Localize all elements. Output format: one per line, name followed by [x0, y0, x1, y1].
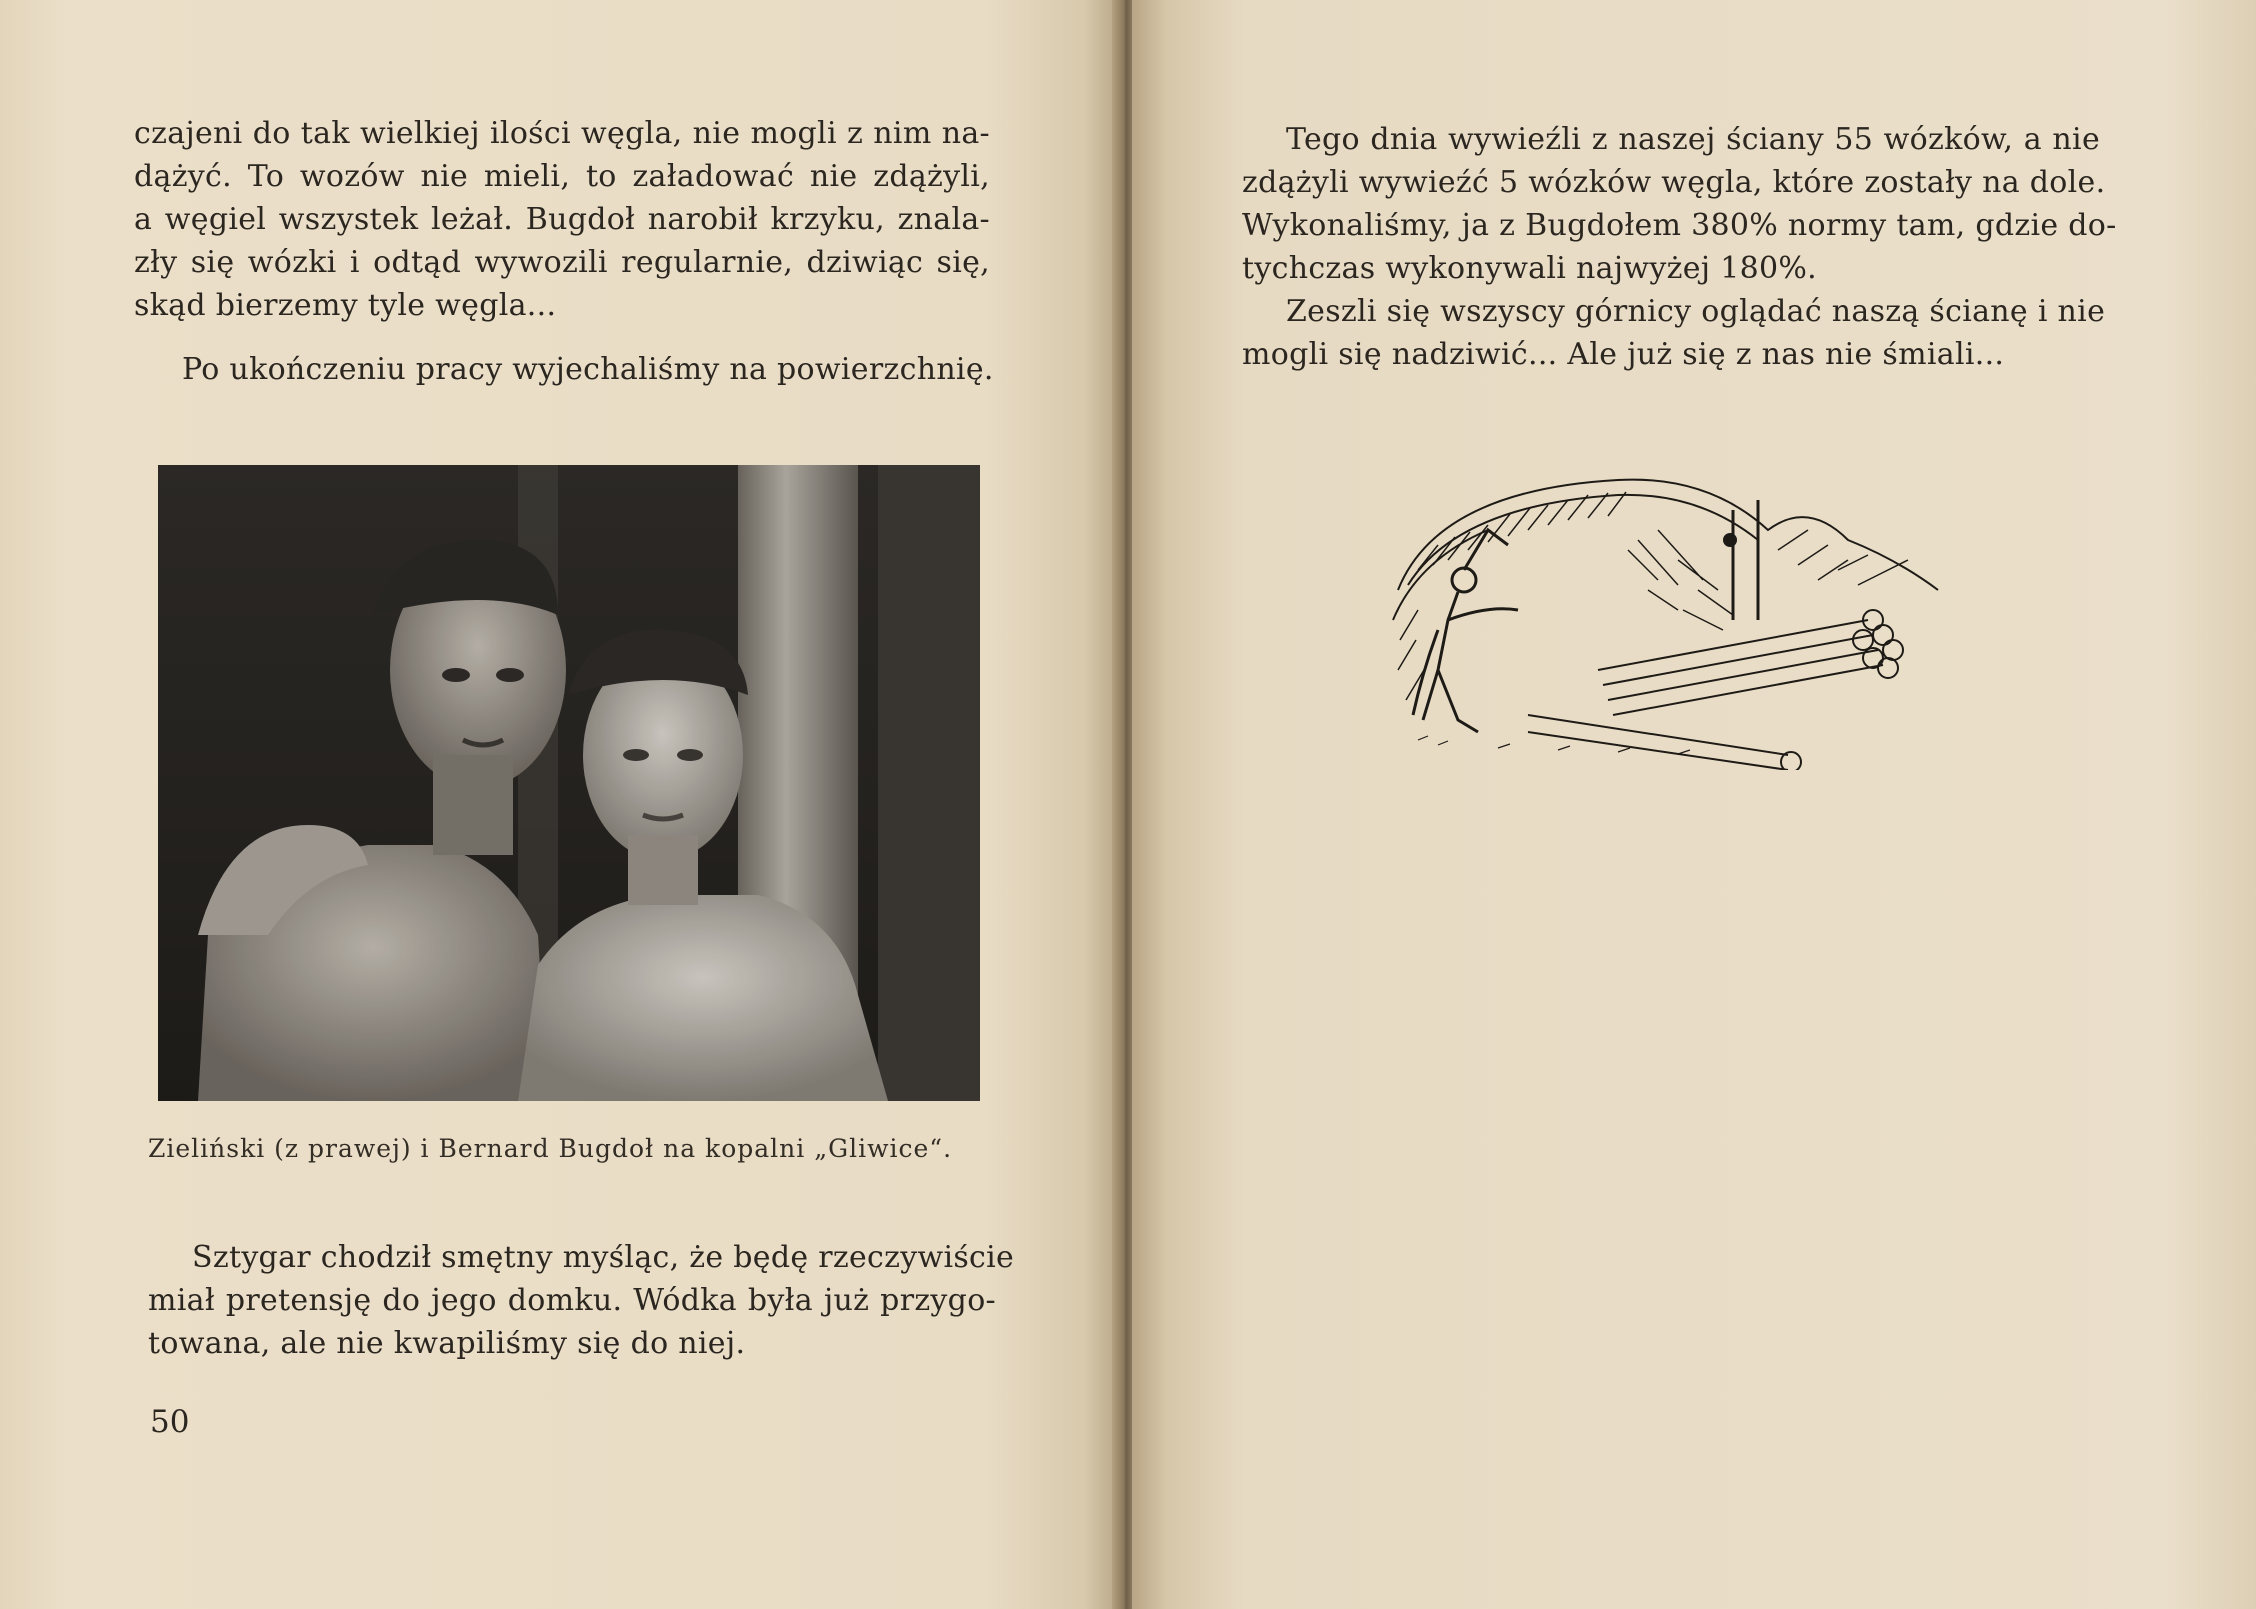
- text-line: a węgiel wszystek leżał. Bugdoł narobił krzyku, znala-: [134, 202, 990, 237]
- page-number: 50: [150, 1404, 190, 1440]
- text-line: Zeszli się wszyscy górnicy oglądać naszą ścianę i nie: [1286, 294, 2106, 329]
- right-paragraph-1: [1242, 118, 2117, 290]
- text-line: tychczas wykonywali najwyżej 180%.: [1242, 251, 1818, 286]
- right-paragraph-2: [1242, 290, 2106, 376]
- text-line: dążyć. To wozów nie mieli, to załadować nie zdążyli,: [134, 159, 990, 194]
- miners-photograph: [158, 465, 980, 1101]
- left-paragraph-1: [134, 112, 990, 327]
- right-page: [1132, 0, 2256, 1609]
- text-line: miał pretensję do jego domku. Wódka była już przygo-: [148, 1283, 996, 1318]
- left-paragraph-3: [148, 1236, 1015, 1365]
- text-line: Tego dnia wywieźli z naszej ściany 55 wózków, a nie: [1286, 122, 2100, 157]
- text-line: Wykonaliśmy, ja z Bugdołem 380% normy tam, gdzie do-: [1242, 208, 2117, 243]
- text-line: skąd bierzemy tyle węgla...: [134, 288, 557, 323]
- miner-illustration: [1378, 470, 1948, 770]
- left-paragraph-2: [182, 348, 994, 391]
- text-line: mogli się nadziwić... Ale już się z nas nie śmiali...: [1242, 337, 2005, 372]
- text-line: czajeni do tak wielkiej ilości węgla, nie mogli z nim na-: [134, 116, 990, 151]
- text-line: towana, ale nie kwapiliśmy się do niej.: [148, 1326, 746, 1361]
- text-line: Sztygar chodził smętny myśląc, że będę rzeczywiście: [192, 1240, 1015, 1275]
- miner-at-coal-face-drawing: [1378, 470, 1948, 770]
- left-page: [0, 0, 1118, 1609]
- miners-photo-image: [158, 465, 980, 1101]
- text-line: zdążyli wywieźć 5 wózków węgla, które zostały na dole.: [1242, 165, 2106, 200]
- text-line: Po ukończeniu pracy wyjechaliśmy na powierzchnię.: [182, 352, 994, 387]
- photo-caption: Zieliński (z prawej) i Bernard Bugdoł na kopalni „Gliwice“.: [148, 1134, 953, 1163]
- text-line: zły się wózki i odtąd wywozili regularnie, dziwiąc się,: [134, 245, 990, 280]
